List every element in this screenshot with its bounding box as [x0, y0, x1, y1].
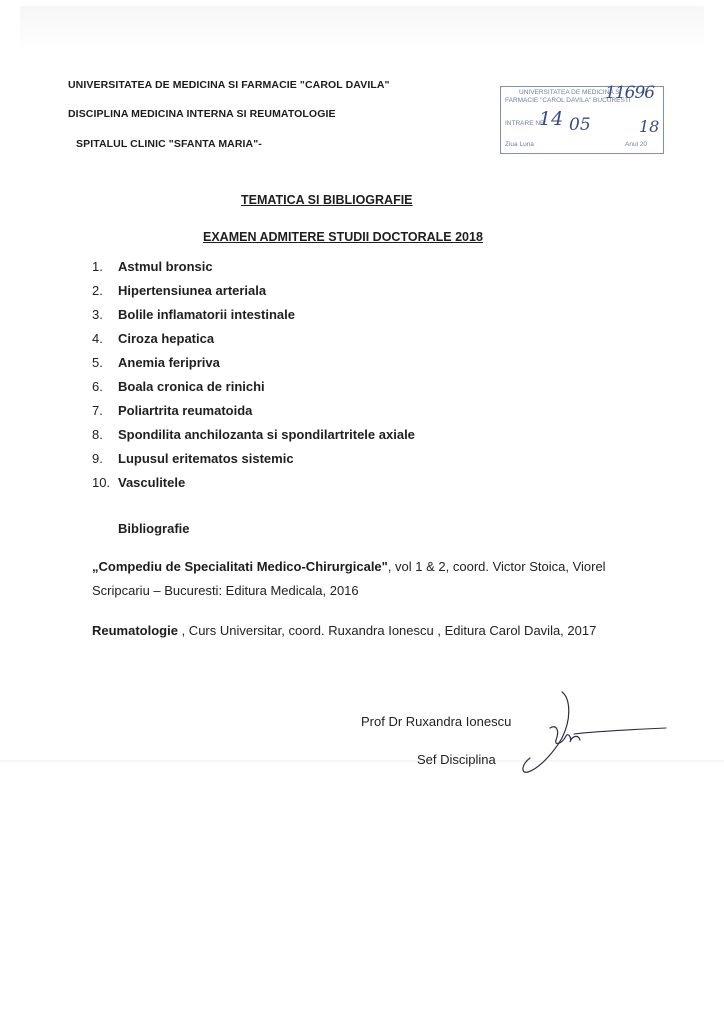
topic-number: 7. — [92, 403, 103, 418]
document-title: TEMATICA SI BIBLIOGRAFIE — [241, 193, 413, 207]
topic-text: Spondilita anchilozanta si spondilartritele axiale — [118, 427, 415, 442]
stamp-registration-number: 11696 — [605, 83, 655, 103]
topic-number: 9. — [92, 451, 103, 466]
reference-details: , Curs Universitar, coord. Ruxandra Ionescu , Editura Carol Davila, 2017 — [177, 623, 597, 638]
stamp-day: 14 — [539, 108, 564, 130]
topic-text: Bolile inflamatorii intestinale — [118, 307, 295, 322]
bibliography-reference — [92, 555, 652, 603]
discipline-name: DISCIPLINA MEDICINA INTERNA SI REUMATOLOGIE — [68, 108, 336, 120]
topic-item — [92, 403, 415, 427]
topic-text: Ciroza hepatica — [118, 331, 215, 346]
topic-text: Poliartrita reumatoida — [118, 403, 253, 418]
stamp-day-month-label: Ziua Luna — [505, 141, 534, 148]
topic-item — [92, 331, 415, 355]
topic-number: 5. — [92, 355, 103, 370]
hospital-name: SPITALUL CLINIC "SFANTA MARIA"- — [76, 138, 262, 150]
reference-title: „Compediu de Specialitati Medico-Chirurgicale" — [92, 559, 388, 574]
topic-item — [92, 283, 415, 307]
stamp-year: 18 — [639, 117, 660, 136]
topic-item — [92, 451, 415, 475]
topic-item — [92, 475, 415, 499]
signatory-role: Sef Disciplina — [417, 752, 496, 767]
university-name: UNIVERSITATEA DE MEDICINA SI FARMACIE "CAROL DAVILA" — [68, 79, 390, 91]
stamp-year-label: Anul 20 — [625, 141, 648, 148]
topic-text: Anemia feripriva — [118, 355, 220, 370]
signatory-name: Prof Dr Ruxandra Ionescu — [361, 714, 512, 729]
reference-title: Reumatologie — [92, 623, 178, 638]
topic-item — [92, 259, 415, 283]
handwritten-signature — [510, 688, 690, 778]
topic-text: Hipertensiunea arteriala — [118, 283, 267, 298]
topic-item — [92, 355, 415, 379]
stamp-line-1: UNIVERSITATEA DE MEDICINA SI — [519, 89, 622, 96]
stamp-entry-label: INTRARE NR — [505, 120, 545, 127]
bibliography-reference — [92, 619, 652, 643]
topic-item — [92, 427, 415, 451]
topic-number: 8. — [92, 427, 103, 442]
reference-details: , vol 1 & 2, coord. Victor Stoica, Viorel Scripcariu – Bucuresti: Editura Medicala, 2016 — [92, 559, 606, 598]
stamp-line-2: FARMACIE "CAROL DAVILA" BUCURESTI — [505, 97, 631, 104]
topic-number: 1. — [92, 259, 103, 274]
document-subtitle: EXAMEN ADMITERE STUDII DOCTORALE 2018 — [203, 230, 483, 244]
topic-text: Astmul bronsic — [118, 259, 213, 274]
topic-number: 2. — [92, 283, 103, 298]
topic-number: 4. — [92, 331, 103, 346]
topic-text: Lupusul eritematos sistemic — [118, 451, 294, 466]
bibliography-heading: Bibliografie — [118, 521, 190, 536]
stamp-month: 05 — [569, 115, 591, 135]
topic-number: 10. — [92, 475, 111, 490]
topic-number: 3. — [92, 307, 103, 322]
topic-number: 6. — [92, 379, 103, 394]
topic-item — [92, 307, 415, 331]
topic-list — [92, 259, 415, 499]
topic-text: Boala cronica de rinichi — [118, 379, 265, 394]
registration-stamp — [500, 83, 664, 154]
scan-artifact-top — [20, 6, 704, 52]
topic-text: Vasculitele — [118, 475, 186, 490]
topic-item — [92, 379, 415, 403]
